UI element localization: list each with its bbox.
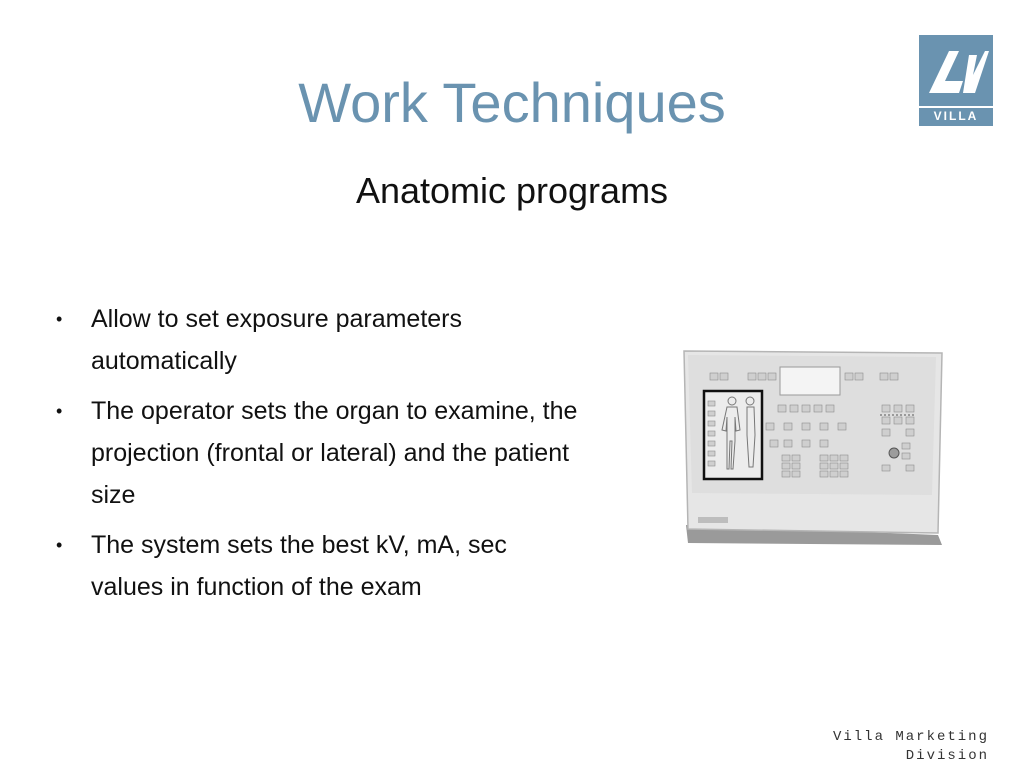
bullet-text: The system sets the best kV, mA, sec values in function of the exam — [91, 531, 507, 601]
bullet-list — [50, 298, 580, 616]
bullet-item — [50, 298, 580, 382]
logo-text: VILLA — [919, 106, 993, 124]
footer — [833, 728, 989, 766]
villa-logo-mark-icon — [919, 35, 993, 105]
footer-line-2: Division — [905, 748, 989, 764]
bullet-dot-icon: • — [56, 309, 63, 329]
footer-line-1: Villa Marketing — [832, 729, 989, 745]
slide-subtitle: Anatomic programs — [355, 170, 669, 211]
bullet-dot-icon: • — [56, 401, 63, 421]
bullet-item — [50, 524, 580, 608]
bullet-text: The operator sets the organ to examine, the projection (frontal or lateral) and the patient size — [91, 397, 578, 509]
bullet-item — [50, 390, 580, 516]
villa-logo — [919, 35, 993, 126]
bullet-dot-icon: • — [56, 535, 63, 555]
bullet-text: Allow to set exposure parameters automatically — [91, 305, 463, 375]
slide-title: Work Techniques — [298, 71, 726, 134]
control-panel-image — [680, 345, 945, 550]
